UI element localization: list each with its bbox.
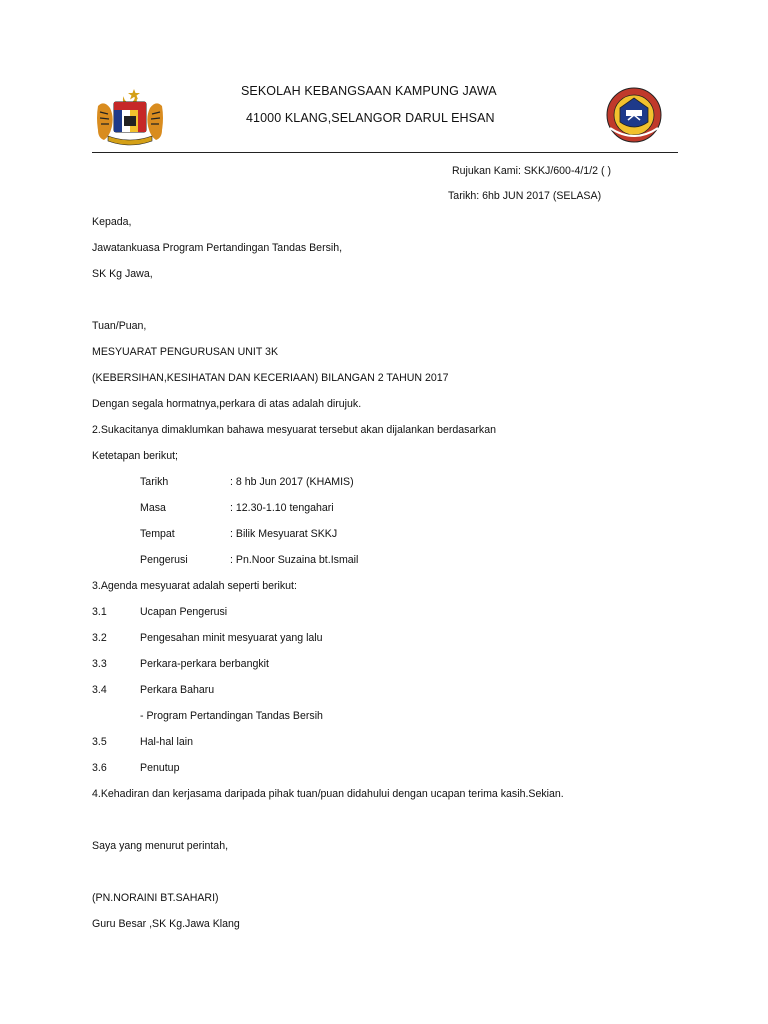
reference-number: Rujukan Kami: SKKJ/600-4/1/2 ( ) <box>452 165 611 177</box>
recipient-line-2: SK Kg Jawa, <box>92 268 153 280</box>
body-paragraph-2b: Ketetapan berikut; <box>92 450 178 462</box>
detail-label: Masa <box>140 502 166 514</box>
recipient-greeting: Kepada, <box>92 216 132 228</box>
agenda-number: 3.1 <box>92 606 107 618</box>
coat-of-arms-logo <box>94 86 166 148</box>
detail-value: : 8 hb Jun 2017 (KHAMIS) <box>230 476 354 488</box>
subject-line-2: (KEBERSIHAN,KESIHATAN DAN KECERIAAN) BILANGAN 2 TAHUN 2017 <box>92 372 449 384</box>
signatory-title: Guru Besar ,SK Kg.Jawa Klang <box>92 918 240 930</box>
body-paragraph-3: 3.Agenda mesyuarat adalah seperti berikut: <box>92 580 297 592</box>
subject-line-1: MESYUARAT PENGURUSAN UNIT 3K <box>92 346 279 358</box>
agenda-number: 3.6 <box>92 762 107 774</box>
agenda-item: Penutup <box>140 762 180 774</box>
header-divider <box>92 152 678 153</box>
body-paragraph-1: Dengan segala hormatnya,perkara di atas adalah dirujuk. <box>92 398 362 410</box>
recipient-line-1: Jawatankuasa Program Pertandingan Tandas Bersih, <box>92 242 343 254</box>
agenda-item: Perkara-perkara berbangkit <box>140 658 269 670</box>
detail-label: Pengerusi <box>140 554 188 566</box>
signatory-name: (PN.NORAINI BT.SAHARI) <box>92 892 219 904</box>
agenda-sub-item: - Program Pertandingan Tandas Bersih <box>140 710 323 722</box>
agenda-item: Pengesahan minit mesyuarat yang lalu <box>140 632 323 644</box>
agenda-item: Perkara Baharu <box>140 684 215 696</box>
salutation: Tuan/Puan, <box>92 320 147 332</box>
detail-value: : Bilik Mesyuarat SKKJ <box>230 528 338 540</box>
agenda-number: 3.3 <box>92 658 107 670</box>
agenda-item: Ucapan Pengerusi <box>140 606 228 618</box>
agenda-number: 3.4 <box>92 684 107 696</box>
school-name: SEKOLAH KEBANGSAAN KAMPUNG JAWA <box>241 84 497 98</box>
agenda-number: 3.2 <box>92 632 107 644</box>
agenda-number: 3.5 <box>92 736 107 748</box>
detail-value: : Pn.Noor Suzaina bt.Ismail <box>230 554 359 566</box>
body-paragraph-2: 2.Sukacitanya dimaklumkan bahawa mesyuarat tersebut akan dijalankan berdasarkan <box>92 424 496 436</box>
body-paragraph-4: 4.Kehadiran dan kerjasama daripada pihak tuan/puan didahului dengan ucapan terima kasih.Sekian. <box>92 788 564 800</box>
detail-label: Tarikh <box>140 476 169 488</box>
school-address: 41000 KLANG,SELANGOR DARUL EHSAN <box>246 111 495 125</box>
closing-line: Saya yang menurut perintah, <box>92 840 229 852</box>
school-logo <box>604 86 664 144</box>
agenda-item: Hal-hal lain <box>140 736 193 748</box>
detail-label: Tempat <box>140 528 175 540</box>
letter-date: Tarikh: 6hb JUN 2017 (SELASA) <box>448 190 602 202</box>
detail-value: : 12.30-1.10 tengahari <box>230 502 334 514</box>
